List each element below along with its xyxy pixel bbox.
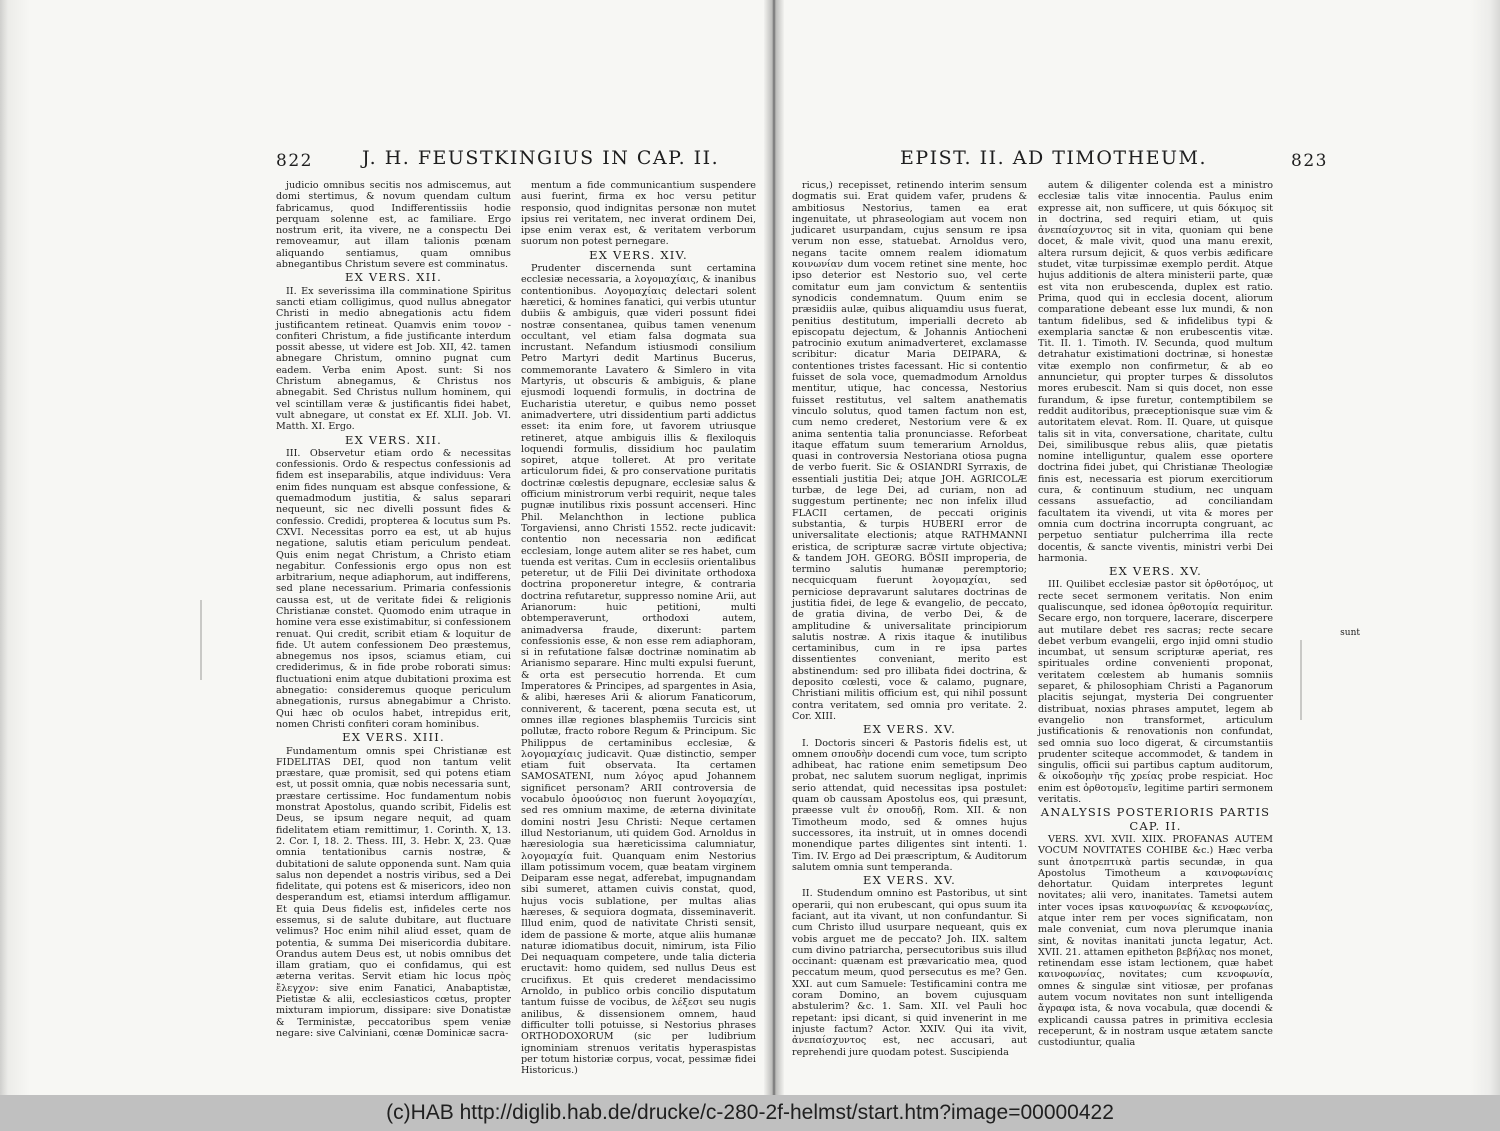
- paragraph: VERS. XVI. XVII. XIIX. PROFANAS AUTEM VOCUM NOVITATES COHIBE &c.) Hæc verba sunt ἀποτρεπτικὰ partis secundæ, in qua Apostolus Timotheum a καινοφωνίαις dehortatur. Quidam interpretes legunt novitates; alii vero, inanitates. Tametsi autem inter voces ipsas καινοφωνίας & κενοφωνίας, atque inter rem per voces significatam, non male conveniat, cum nova plerumque inania sint, & novitas inanitati juncta legatur, Act. XVII. 21. attamen epitheton βεβήλας nos monet, retinendam esse istam lectionem, quæ habet καινοφωνίας, novitates; cum κενοφωνία, omnes & singulæ sint vitiosæ, per profanas autem vocum novitates non sunt intelligenda ἄγραφα ista, & nova vocabula, quæ docendi & explicandi caussa patres in primitiva ecclesia receperunt, & in nostram usque ætatem sancte custodiuntur, qualia: [1038, 833, 1273, 1049]
- section-heading: EX VERS. XV.: [1109, 564, 1202, 579]
- paragraph: autem & diligenter colenda est a ministro ecclesiæ talis vitæ innocentia. Paulus enim expresse ait, non sufficere, ut quis δόκιμος sit in doctrina, sed requiri etiam, ut quis ἀνεπαίσχυντος sit in vita, quoniam qui bene docet, & male vivit, quod una manu erexit, altera rursum dejicit, & quos verbis ædificare studet, vitæ turpissimæ exemplo perdit. Atque hujus additionis de altera ministerii parte, quæ est vita non erubescenda, duplex est ratio. Prima, quod qui in ecclesia docent, aliorum comparatione debeant esse lux mundi, & non tantum fidelibus, sed & infidelibus typi & exemplaria sanctæ & non erubescentis vitæ. Tit. II. 1. Timoth. IV. Secunda, quod multum detrahatur existimationi doctrinæ, si honestæ vitæ exemplo non confirmetur, & ab eo annuncietur, qui propter turpes & dissolutos mores erubescit. Nam si quis docet, non esse furandum, & ipse furetur, contemptibilem se reddit auditoribus, præceptionisque suæ vim & autoritatem elevat. Rom. II. Quare, ut quisque talis sit in vita, conversatione, charitate, cultu Dei, similibusque rebus aliis, quæ pietatis nomine intelliguntur, qualem esse oportere doctrina fidei jubet, qui Christianæ Theologiæ finis est, necessaria est piorum exercitiorum cura, & continuum studium, nec unquam cessans assuefactio, ad conciliandam facultatem ita vivendi, ut vita & mores per omnia cum doctrina incorrupta congruant, ac perpetuo sentiatur pulcherrima illa recte docentis, & sancte viventis, ministri verbi Dei harmonia.: [1038, 180, 1273, 564]
- section-heading: EX VERS. XII.: [345, 270, 442, 285]
- section-heading: ANALYSIS POSTERIORIS PARTIS: [1040, 805, 1271, 820]
- right-page-number: 823: [1291, 151, 1328, 171]
- catchword: sunt: [1340, 628, 1360, 638]
- left-column-1: [276, 180, 511, 1039]
- paragraph: judicio omnibus secitis nos admiscemus, aut domi stertimus, & novum quendam cultum fabricamus, quod Indifferentissiis hodie perquam solenne est, ac familiare. Ergo nostrum erit, ita vivere, ne a conspectu Dei removeamur, aut illam talionis pœnam aliquando sentiamus, quam omnibus abnegantibus Christum severe est comminatus.: [276, 180, 511, 271]
- left-running-title: J. H. FEUSTKINGIUS IN CAP. II.: [362, 147, 720, 169]
- section-heading: EX VERS. XIII.: [342, 730, 445, 745]
- paragraph: I. Doctoris sinceri & Pastoris fidelis est, ut omnem σπουδὴν docendi cum voce, tum scripto adhibeat, hac ratione enim semetipsum Deo probat, nec salutem suorum negligat, inprimis serio attendat, quid necessitas ipsa postulet: quam ob caussam Apostolus eos, qui præsunt, præesse vult ἐν σπουδῇ, Rom. XII. & non Timotheum modo, sed & omnes hujus successores, ita instruit, ut in omnes docendi monendique partes diligentes sint intenti. 1. Tim. IV. Ergo ad Dei præscriptum, & Auditorum salutem omnia sunt temperanda.: [792, 737, 1027, 873]
- right-column-1: [792, 180, 1027, 1058]
- paragraph: Prudenter discernenda sunt certamina ecclesiæ necessaria, a λογομαχίαις, & inanibus contentionibus. Λογομαχίαις delectari solent hæretici, & homines fanatici, qui verbis utuntur dubiis & ambiguis, quæ videri possunt fidei nostræ consentanea, quibus tamen venenum occultant, vel etiam falsa dogmata sua incrustant. Nefandum istiusmodi consilium Petro Martyri dedit Martinus Bucerus, commemorante Lavatero & Simlero in vita Martyris, ut obscuris & ambiguis, & plane ejusmodi loquendi formulis, in doctrina de Eucharistia uteretur, e quibus nemo posset animadvertere, utri dissidentium parti addictus esset: ita enim fore, ut favorem utriusque retineret, atque ambiguis illis & flexiloquis loquendi formulis, dissidium hoc paulatim sopiret, atque tolleret. At pro veritate articulorum fidei, & pro conservatione puritatis doctrinæ cœlestis depugnare, ecclesiæ salus & officium ministrorum verbi requirit, neque tales pugnæ inutilibus rixis possunt accenseri. Hinc Phil. Melanchthon in lectione publica Torgaviensi, anno Christi 1552. recte judicavit: contentio non necessaria non ædificat ecclesiam, longe autem aliter se res habet, cum tuenda est veritas. Cum in ecclesiis orientalibus peteretur, ut de Filii Dei divinitate orthodoxa doctrina proponeretur integre, & contraria doctrina refutaretur, suppresso nomine Arii, aut Arianorum: huic petitioni, multi obtemperaverunt, orthodoxi autem, animadversa fraude, dixerunt: partem confessionis esse, & non esse rem adiaphoram, si in refutatione falsæ doctrinæ nominatim ab Arianismo separare. Hinc multi expulsi fuerunt, & orta est persecutio horrenda. Et cum Imperatores & Principes, ad spargentes in Asia, & alibi, hæreses Arii & aliorum Fanaticorum, conniverent, & tacerent, pœna secuta est, ut omnes illæ regiones blasphemiis Turcicis sint pollutæ, fracto robore Regum & Principum. Sic Philippus de certaminibus ecclesiæ, & λογομαχίαις judicavit. Quæ distinctio, semper etiam fuit observata. Ita certamen SAMOSATENI, num λόγος apud Johannem significet personam? ARII controversia de vocabulo ὁμοούσιος non fuerunt λογομαχίαι, sed res omnium maxime, de æterna divinitate domini nostri Jesu Christi: Neque certamen illud Nestorianum, uti quidem God. Arnoldus in hæresiologia sua hæreticissima calumniatur, λογομαχία fuit. Quanquam enim Nestorius illam potissimum vocem, quæ beatam virginem Deiparam esse negat, adferebat, impugnandam sibi sumeret, attamen cuivis constat, quod, hujus vocis sublatione, per multas alias hæreses, & sequiora dogmata, disseminaverit. Illud enim, quod de nativitate Christi sensit, idem de passione & morte, atque aliis humanæ naturæ idiomatibus docuit, nimirum, ista Filio Dei nequaquam competere, unde talia dicteria eructavit: homo quidem, sed nullus Deus est crucifixus. Et quis crederet mendacissimo Arnoldo, in publico orbis concilio disputatum tantum fuisse de vocibus, de λέξεσι seu nugis anilibus, & dissensionem omnem, haud difficulter tolli potuisse, si Nestorius phrases ORTHODOXORUM (sic per ludibrium ignominiam strenuos veritatis hyperaspistas per totum historiæ corpus, vocat, pessimæ fidei Historicus.): [521, 263, 756, 1077]
- left-column-2: [521, 180, 756, 1077]
- copyright-url-text[interactable]: (c)HAB http://diglib.hab.de/drucke/c-280-2f-helmst/start.htm?image=00000422: [386, 1101, 1114, 1124]
- section-heading: EX VERS. XIV.: [589, 247, 688, 262]
- section-heading: EX VERS. XII.: [345, 432, 442, 447]
- paragraph: II. Ex severissima illa comminatione Spiritus sancti etiam colligimus, quod nullus abnegator Christi in medio abnegationis actu fidem justificantem retineat. Quamvis enim τονον - confiteri Christum, a fide justificante interdum possit abesse, ut videre est Job. XII, 42. tamen abnegare Christum, omnino pugnat cum eadem. Verba enim Apost. sunt: Si nos Christum abnegamus, & Christus nos abnegabit. Sed Christus nullum hominem, qui vel scintillam veræ & justificantis fidei habet, vult abnegare, ut constat ex Ef. XLII. Job. VI. Matth. XI. Ergo.: [276, 285, 511, 433]
- paragraph: II. Studendum omnino est Pastoribus, ut sint operarii, qui non erubescant, qui opus suum ita faciant, aut ita vivant, ut non confundantur. Si cum Christo illud usurpare nequeant, quis ex vobis arguet me de peccato? Joh. IIX. saltem cum divino patriarcha, persecutoribus suis illud occinant: quænam est prævaricatio mea, quod peccatum meum, quod persecutus es me? Gen. XXI. aut cum Samuele: Testificamini contra me coram Domino, an bovem cujusquam abstulerim? &c. 1. Sam. XII. vel Pauli hoc repetant: ipsi dicant, si quid invenerint in me injuste factum? Actor. XXIV. Qui ita vivit, ἀνεπαίσχυντος est, nec accusari, aut reprehendi jure quodam potest. Suscipienda: [792, 888, 1027, 1058]
- section-heading: EX VERS. XV.: [863, 873, 956, 888]
- paragraph: mentum a fide communicantium suspendere ausi fuerint, firma ex hoc versu petitur responsio, quod indignitas personæ non mutet ipsius rei veritatem, nec inverat ordinem Dei, ipse enim verax est, & veritatem verborum suorum non potest pernegare.: [521, 180, 756, 248]
- paragraph: III. Observetur etiam ordo & necessitas confessionis. Ordo & respectus confessionis ad fidem est inseparabilis, atque individuus: Vera enim fides nunquam est absque confessione, & quemadmodum justitia, & salus separari nequeunt, sic nec divelli possunt fides & confessio. Credidi, propterea & locutus sum Ps. CXVI. Necessitas porro ea est, ut ab hujus negatione, salutis etiam periculum pendeat. Quis enim negat Christum, a Christo etiam negabitur. Confessionis ergo opus non est arbitrarium, neque adiaphorum, aut indifferens, sed plane necessarium. Primaria confessionis caussa est, ut de veritate fidei & religionis Christianæ constet. Quomodo enim utraque in homine vera esse existimabitur, si confessionem renuat. Qui credit, scribit etiam & loquitur de fide. Ut autem confessionem Deo præstemus, abnegemus nos ipsos, sciamus etiam, cui crediderimus, & in fide probe roborati simus: fluctuationi enim atque dubitationi proxima est abnegatio: consideremus quoque periculum abnegationis, rursus abnegabimur a Christo. Qui hæc ob oculos habet, intrepidus erit, nomen Christi confiteri coram hominibus.: [276, 447, 511, 730]
- left-page: [190, 0, 770, 1095]
- paragraph: III. Quilibet ecclesiæ pastor sit ὀρθοτόμος, ut recte secet sermonem veritatis. Non enim qualiscunque, sed idonea ὀρθοτομία requiritur. Secare ergo, non torquere, lacerare, discerpere aut mutilare debet res sacras; recte secare debet verbum evangelii, ergo injid omni studio incumbat, ut sensum scripturæ aperiat, res spirituales ordine convenienti proponat, veritatem cœlestem ab humanis somniis separet, & philosophiam Christi a Paganorum placitis sejungat, mysteria Dei congruenter distribuat, noxias phrases amputet, legem ab evangelio non transformet, articulum justificationis & renovationis non confundat, sed omnia suo loco digerat, & circumstantiis prudenter sciteque accommodet, & tandem in singulis, officii sui partibus captum auditorum, & οἰκοδομὴν τῆς χρείας probe respiciat. Hoc enim est ὀρθοτομεῖν, legitime partiri sermonem veritatis.: [1038, 579, 1273, 806]
- left-page-number: 822: [276, 151, 313, 171]
- paragraph: Fundamentum omnis spei Christianæ est FIDELITAS DEI, quod non tantum velit præstare, quæ promisit, sed qui potens etiam est, ut possit omnia, quæ nobis necessaria sunt, præstare certissime. Hoc fundamentum nobis monstrat Apostolus, quando scribit, Fidelis est Deus, se ipsum negare nequit, ad quam fidelitatem etiam remittimur, 1. Corinth. X, 13. 2. Cor. I, 18. 2. Thess. III, 3. Hebr. X, 23. Quæ omnia tentationibus carnis nostræ, & dubitationi de salute opponenda sunt. Nam quia salus non dependet a nostris viribus, sed a Dei fidelitate, qui potens est & misericors, ideo non desperandum est, etiamsi interdum affligamur. Et quia Deus fidelis est, infideles certe nos essemus, si de salute dubitare, aut fluctuare velimus? Hoc enim nihil aliud esset, quam de potentia, & summa Dei misericordia dubitare. Orandus autem Deus est, ut nobis omnibus det illam gratiam, quo ei confidamus, qui est æterna veritas. Servit etiam hic locus πρὸς ἔλεγχον: sive enim Fanatici, Anabaptistæ, Pietistæ & alii, ecclesiasticos cœtus, propter mixturam impiorum, dissipare: sive Donatistæ & Terministæ, peccatoribus spem veniæ negare: sive Calviniani, cœnæ Dominicæ sacra-: [276, 745, 511, 1039]
- right-running-title: EPIST. II. AD TIMOTHEUM.: [900, 147, 1208, 169]
- section-heading: EX VERS. XV.: [863, 722, 956, 737]
- paragraph: ricus,) recepisset, retinendo interim sensum dogmatis sui. Erat quidem vafer, prudens & ambitiosus Nestorius, tamen ea erat ingenuitate, ut phraseologiam aut vocem non judicaret usurpandam, cujus sensum re ipsa verum non esse, statuebat. Arnoldus vero, negans tacite omnem realem idiomatum κοινωνίαν dum vocem retinet sine mente, hoc ipso deterior est Nestorio suo, vel certe comitatur eum jam convictum & sententiis synodicis condemnatum. Quum enim se præsidiis aulæ, quibus aliquamdiu usus fuerat, penitius destitutum, imperialli decreto ab episcopatu dejectum, & Johannis Antiocheni patrocinio exutum animadverteret, exclamasse scribitur: dicatur Maria DEIPARA, & contentiones tristes facessant. Hic si contentio fuisset de sola voce, quemadmodum Arnoldus mentitur, utique, hac concessa, Nestorius fuisset restitutus, vel saltem anathematis vinculo solutus, quod tamen factum non est, cum nemo crederet, Nestorium vere & ex anima sententia talia pronunciasse. Reforbeat itaque effatum suum temerarium Arnoldus, quasi in controversia Nestoriana otiosa pugna de verbo fuerit. Sic & OSIANDRI Syrraxis, de essentiali justitia Dei; atque JOH. AGRICOLÆ turbæ, de lege Dei, ad curiam, non ad suggestum pertinente; nec non infelix illud FLACII certamen, de peccati originis substantia, & turpis HUBERI error de universalitate electionis; atque RATHMANNI eristica, de scripturæ sacræ virtute objectiva; & tandem JOH. GEORG. BÖSII improperia, de termino salutis humanæ peremptorio; necquicquam fuerunt λογομαχίαι, sed perniciose depravarunt salutares doctrinas de justitia fidei, de lege & evangelio, de peccato, de gratia divina, de verbo Dei, & de amplitudine & universalitate principiorum salutis nostræ. A rixis itaque & inutilibus certaminibus, cum in re ipsa partes dissentientes conveniant, merito est abstinendum: sed pro illibata fidei doctrina, & deposito cœlesti, voce & calamo, pugnare, Christiani militis officium est, qui nihil possunt contra veritatem, sed omnia pro veritate. 2. Cor. XIII.: [792, 180, 1027, 722]
- right-column-2: [1038, 180, 1273, 1049]
- footer-bar: [0, 1095, 1500, 1131]
- left-running-head: [190, 145, 770, 173]
- right-page: [780, 0, 1360, 1095]
- section-heading: CAP. II.: [1129, 818, 1182, 833]
- right-running-head: [780, 145, 1328, 173]
